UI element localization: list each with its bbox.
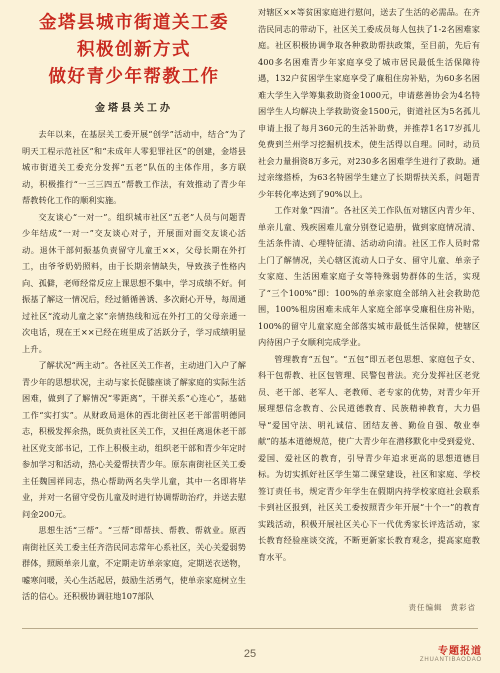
article-title bbox=[22, 10, 246, 91]
left-column bbox=[22, 4, 246, 605]
paragraph-one-on-one: 交友谈心“一对一”。组织城市社区“五老”人员与问题青少年结成“一对一”交友谈心对子，开展面对面交友谈心活动。退休干部何振基负责留守儿童王××，父母长期在外打工，由爷爷奶奶照料，由于长期亲情缺失，导致孩子性格内向、孤僻，老师经常反应上课思想不集中，学习成绩不好。何振基了解这一情况后，经过循循善诱、多次耐心开导，每周通过社区“流动儿童之家”亲情热线和远在外打工的父母亲通一次电话，现在王××已经在班里成了活跃分子，学习成绩明显上升。 bbox=[22, 211, 246, 354]
page-number: 25 bbox=[243, 648, 257, 660]
title-line-1: 金塔县城市街道关工委 bbox=[39, 13, 229, 33]
section-title: 专题报道 bbox=[438, 646, 482, 657]
section-marker bbox=[420, 642, 482, 663]
paragraph-four-clears: 工作对象“四清”。各社区关工作队伍对辖区内青少年、单亲儿童、残疾困难儿童分别登记造册，做到家庭情况清、生活条件清、心理特征清、活动动向清。社区工作人员时常上门了解情况，关心辖区流动人口子女、留守儿童、单亲子女家庭、生活困难家庭子女等特殊弱势群体的生活，实现了“三个100%”即：100%的单亲家庭全部纳入社会救助范围，100%租房困难未成年人家庭全部享受廉租住房补贴，100%的留守儿童家庭全部落实城市最低生活保障，使辖区内待困户子女顺利完成学业。 bbox=[258, 205, 480, 347]
paragraph-continued: 对辖区××等贫困家庭进行慰问，送去了生活的必需品。在齐浩民同志的带动下，社区关工委成员每人包扶了1-2名困难家庭。社区积极协调争取各种救助帮扶政策，至目前，先后有400多名困难青少年家庭享受了城市居民最低生活保障待遇，132户贫困学生家庭享受了廉租住房补贴，为60多名困难大学生入学筹集救助资金1000元，申请慈善协会为4名特困学生人均解决上学救助资金1500元，街道社区为5名孤儿申请上报了每月360元的生活补助费，并推荐1名17岁孤儿免费到兰州学习挖掘机技术，使生活得以自理。同时，动员社会力量捐资8万多元，对230多名困难学生进行了救助。通过亲缘搭桥，为63名特困学生建立了长期帮扶关系，问题青少年转化率达到了90%以上。 bbox=[258, 7, 480, 199]
title-line-2: 积极创新方式 bbox=[77, 40, 191, 60]
paragraph-three-helps: 思想生活“三帮”。“三帮”即帮扶、帮教、帮就业。原西南街社区关工委主任齐浩民同志常年心系社区，关心关爱弱势群体，照顾单亲儿童，不定期走访单亲家庭，定期送衣送物，嘘寒问暖，关心生活起居，鼓励生活勇气，使单亲家庭树立生活的信心。还积极协调驻地107部队 bbox=[22, 525, 246, 601]
paragraph-intro: 去年以来，在基层关工委开展“创学”活动中，结合“为了明天工程示范社区”和“未成年人零犯罪社区”的创建，金塔县城市街道关工委充分发挥“五老”队伍的主体作用，多方联动，积极推行“一三三四五”帮教工作法，有效推动了青少年帮教转化工作的顺利实施。 bbox=[22, 129, 246, 205]
editor-name: 黄彩省 bbox=[450, 603, 476, 612]
right-column bbox=[258, 4, 480, 565]
footer-divider bbox=[22, 628, 478, 629]
section-pinyin: ZHUANTIBAODAO bbox=[419, 657, 482, 663]
editor-credit bbox=[401, 602, 477, 613]
title-line-3: 做好青少年帮教工作 bbox=[48, 67, 220, 87]
article-author: 金塔县关工办 bbox=[95, 103, 173, 114]
editor-label: 责任编辑 bbox=[408, 603, 443, 612]
paragraph-five-packages: 管理教育“五包”。“五包”即五老包思想、家庭包子女、科干包帮教、社区包管理、民警包普法。充分发挥社区老党员、老干部、老军人、老教师、老专家的优势，对青少年开展理想信念教育、公民道德教育、民族精神教育，大力倡导“爱国守法、明礼诚信、团结友善、勤俭自强、敬业奉献”的基本道德规范，使广大青少年在潜移默化中受到爱党、爱国、爱社区的教育，引导青少年追求更高的思想道德目标。为切实抓好社区学生第二课堂建设，社区和家庭、学校签订责任书，规定青少年学生在假期内持学校家庭社会联系卡到社区报到，社区关工委按照青少年开展“十个一”的教育实践活动，积极开展社区关心下一代优秀家长评选活动，家长教育经验座谈交流，不断更新家长教育观念，提高家庭教育水平。 bbox=[258, 353, 480, 562]
paragraph-two-initiatives: 了解状况“两主动”。各社区关工作者，主动进门入户了解青少年的思想状况，主动与家长促膝座谈了解家庭的实际生活困难，做到了了解情况“零距离”，干群关系“心连心”，基础工作“实打实”。从财政局退休的西北街社区老干部雷明德同志，积极发挥余热，既负责社区关工作，又担任离退休老干部社区党支部书记，工作上积极主动，组织老干部和青少年定时参加学习和活动，热心关爱帮扶青少年。原东南街社区关工委主任魏国祥同志，热心帮助两名失学儿童，其中一名即将毕业，并对一名留守受伤儿童及时进行协调帮助治疗，并送去慰问金200元。 bbox=[22, 360, 246, 519]
